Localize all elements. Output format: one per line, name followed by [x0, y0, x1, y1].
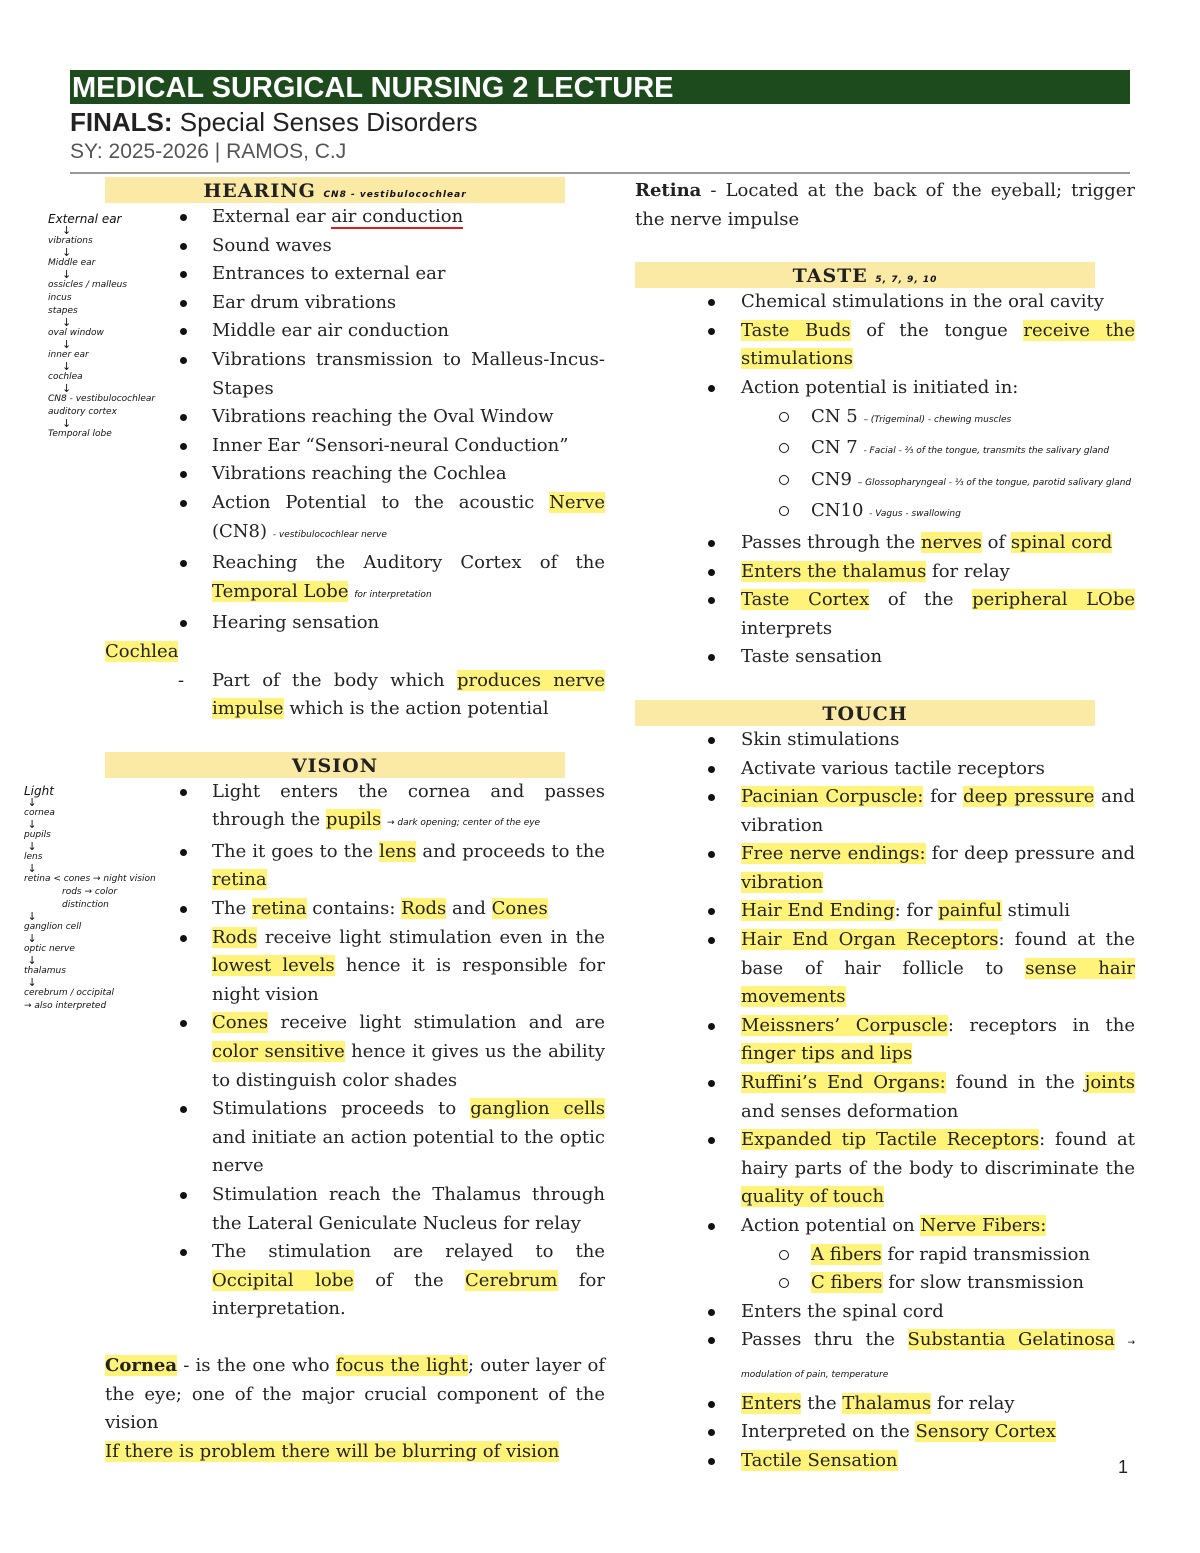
list-item: Sound waves: [105, 232, 605, 261]
flow-step: CN8 - vestibulocochlear: [48, 394, 156, 404]
flow-step: Light: [24, 784, 54, 798]
flow-step: Middle ear: [48, 258, 96, 268]
touch-section-title: TOUCH: [635, 700, 1095, 726]
cranial-nerve-list: [635, 403, 1135, 529]
right-column: [635, 177, 1135, 1475]
flow-step: cones → night vision: [63, 874, 156, 884]
list-item: The it goes to the lens and proceeds to the retina: [105, 838, 605, 895]
flow-step: retina: [24, 874, 51, 884]
document-header: [70, 70, 1130, 166]
finals-label: FINALS:: [70, 107, 173, 137]
list-item: Taste sensation: [635, 643, 1135, 672]
list-item: Hair End Ending: for painful stimuli: [635, 897, 1135, 926]
flow-step: ganglion cell: [24, 922, 82, 932]
flow-step: pupils: [24, 830, 51, 840]
taste-list: [635, 288, 1135, 672]
cornea-note: If there is problem there will be blurring of vision: [105, 1440, 560, 1462]
list-item: Middle ear air conduction: [105, 317, 605, 346]
list-item: Passes through the nerves of spinal cord: [635, 529, 1135, 558]
list-item: Stimulations proceeds to ganglion cells and initiate an action potential to the optic nerve: [105, 1095, 605, 1181]
touch-list: [635, 726, 1135, 1475]
list-item: CN10 - Vagus - swallowing: [635, 497, 1135, 529]
school-year-author: SY: 2025-2026 | RAMOS, C.J: [70, 140, 347, 163]
list-item: A fibers for rapid transmission: [635, 1241, 1135, 1270]
page-number: 1: [1118, 1457, 1129, 1477]
list-item: Enters the thalamus for relay: [635, 558, 1135, 587]
flow-step: cornea: [24, 808, 55, 818]
list-item: Enters the spinal cord: [635, 1298, 1135, 1327]
list-item: Tactile Sensation: [635, 1447, 1135, 1476]
list-item: Skin stimulations: [635, 726, 1135, 755]
list-item: Action Potential to the acoustic Nerve (CN8) - vestibulocochlear nerve: [105, 489, 605, 549]
nerve-fiber-list: [635, 1241, 1135, 1298]
list-item: Free nerve endings: for deep pressure and vibration: [635, 840, 1135, 897]
list-item: External ear air conduction: [105, 203, 605, 232]
flow-step: External ear: [48, 212, 122, 226]
hearing-section-title: HEARING CN8 - vestibulocochlear: [105, 177, 565, 203]
hearing-flow-notes: External ear ↓ vibrations ↓ Middle ear ↓ ossicles / malleus incus stapes ↓ oval window ↓ inner ear ↓ cochlea ↓ CN8 - vestibulocochlear auditory cortex ↓ Temporal lobe: [48, 213, 168, 441]
list-item: Rods receive light stimulation even in the lowest levels hence it is responsible for night vision: [105, 924, 605, 1010]
list-item: Inner Ear “Sensori-neural Conduction”: [105, 432, 605, 461]
list-item: Stimulation reach the Thalamus through the Lateral Geniculate Nucleus for relay: [105, 1181, 605, 1238]
flow-step: cochlea: [48, 372, 83, 382]
left-column: [105, 177, 605, 1466]
list-item: Expanded tip Tactile Receptors: found at hairy parts of the body to discriminate the quality of touch: [635, 1126, 1135, 1212]
list-item: Interpreted on the Sensory Cortex: [635, 1418, 1135, 1447]
list-item: Passes thru the Substantia Gelatinosa → modulation of pain, temperature: [635, 1326, 1135, 1389]
flow-step: incus: [48, 293, 72, 303]
taste-section-title: TASTE 5, 7, 9, 10: [635, 262, 1095, 288]
flow-step: cerebrum / occipital: [24, 988, 115, 998]
cornea-definition: Cornea - is the one who focus the light; outer layer of the eye; one of the major crucial component of the vision: [105, 1354, 606, 1434]
cochlea-term: Cochlea: [105, 640, 179, 662]
cochlea-definition: - Part of the body which produces nerve impulse which is the action potential: [105, 667, 605, 724]
list-item: Light enters the cornea and passes through the pupils → dark opening; center of the eye: [105, 778, 605, 838]
retina-definition: Retina - Located at the back of the eyeball; trigger the nerve impulse: [635, 180, 1135, 230]
list-item: Action potential on Nerve Fibers: A fibers for rapid transmission C fibers for slow transmission: [635, 1212, 1135, 1298]
document-subtitle: [70, 106, 1130, 138]
list-item: Enters the Thalamus for relay: [635, 1390, 1135, 1419]
list-item: Meissners’ Corpuscle: receptors in the finger tips and lips: [635, 1012, 1135, 1069]
list-item: The stimulation are relayed to the Occipital lobe of the Cerebrum for interpretation.: [105, 1238, 605, 1324]
list-item: Vibrations transmission to Malleus-Incus-Stapes: [105, 346, 605, 403]
course-title: MEDICAL SURGICAL NURSING 2 LECTURE: [70, 70, 1130, 104]
flow-step: thalamus: [24, 966, 66, 976]
list-item: CN 5 – (Trigeminal) - chewing muscles: [635, 403, 1135, 435]
flow-step: auditory cortex: [48, 407, 117, 417]
list-item: CN9 – Glossopharyngeal - ⅓ of the tongue, parotid salivary gland: [635, 466, 1135, 498]
flow-step: optic nerve: [24, 944, 75, 954]
list-item: Ruffini’s End Organs: found in the joints and senses deformation: [635, 1069, 1135, 1126]
flow-step: stapes: [48, 306, 78, 316]
list-item: Pacinian Corpuscle: for deep pressure and vibration: [635, 783, 1135, 840]
topic: Special Senses Disorders: [179, 107, 478, 137]
list-item: Taste Buds of the tongue receive the stimulations: [635, 317, 1135, 374]
flow-step: lens: [24, 852, 43, 862]
header-divider: [70, 172, 1130, 174]
list-item: Chemical stimulations in the oral cavity: [635, 288, 1135, 317]
list-item: Vibrations reaching the Oval Window: [105, 403, 605, 432]
list-item: CN 7 - Facial - ⅔ of the tongue, transmits the salivary gland: [635, 434, 1135, 466]
hearing-title-note: CN8 - vestibulocochlear: [323, 190, 467, 200]
flow-step: inner ear: [48, 350, 89, 360]
flow-step: oval window: [48, 328, 104, 338]
list-item: The retina contains: Rods and Cones: [105, 895, 605, 924]
list-item: Action potential is initiated in: CN 5 – (Trigeminal) - chewing muscles CN 7 - Facial - ⅔ of the tongue, transmits the salivary gland CN9 – Glossopharyngeal - ⅓ of the tongue, parotid salivary gland CN10 - Vagus - swallowing: [635, 374, 1135, 529]
list-item: Vibrations reaching the Cochlea: [105, 460, 605, 489]
list-item: Entrances to external ear: [105, 260, 605, 289]
vision-flow-notes: Light ↓ cornea ↓ pupils ↓ lens ↓ retina < cones → night vision rods → color distinction ↓ ganglion cell ↓ optic nerve ↓ thalamus ↓ cerebrum / occipital → also interpreted: [24, 785, 164, 1013]
flow-step: Temporal lobe: [48, 429, 112, 439]
flow-step: rods → color distinction: [62, 887, 118, 910]
list-item: Hearing sensation: [105, 609, 605, 638]
list-item: Activate various tactile receptors: [635, 755, 1135, 784]
vision-list: [105, 778, 605, 1324]
list-item: C fibers for slow transmission: [635, 1269, 1135, 1298]
vision-section-title: VISION: [105, 752, 565, 778]
list-item: Cones receive light stimulation and are color sensitive hence it gives us the ability to distinguish color shades: [105, 1009, 605, 1095]
flow-step: ossicles / malleus: [48, 280, 128, 290]
list-item: Ear drum vibrations: [105, 289, 605, 318]
flow-step: vibrations: [48, 236, 93, 246]
list-item: Hair End Organ Receptors: found at the base of hair follicle to sense hair movements: [635, 926, 1135, 1012]
list-item: Reaching the Auditory Cortex of the Temporal Lobe for interpretation: [105, 549, 605, 609]
hearing-list: [105, 203, 605, 638]
flow-step: → also interpreted: [24, 1001, 107, 1011]
list-item: Taste Cortex of the peripheral LObe interprets: [635, 586, 1135, 643]
taste-title-note: 5, 7, 9, 10: [875, 275, 938, 286]
